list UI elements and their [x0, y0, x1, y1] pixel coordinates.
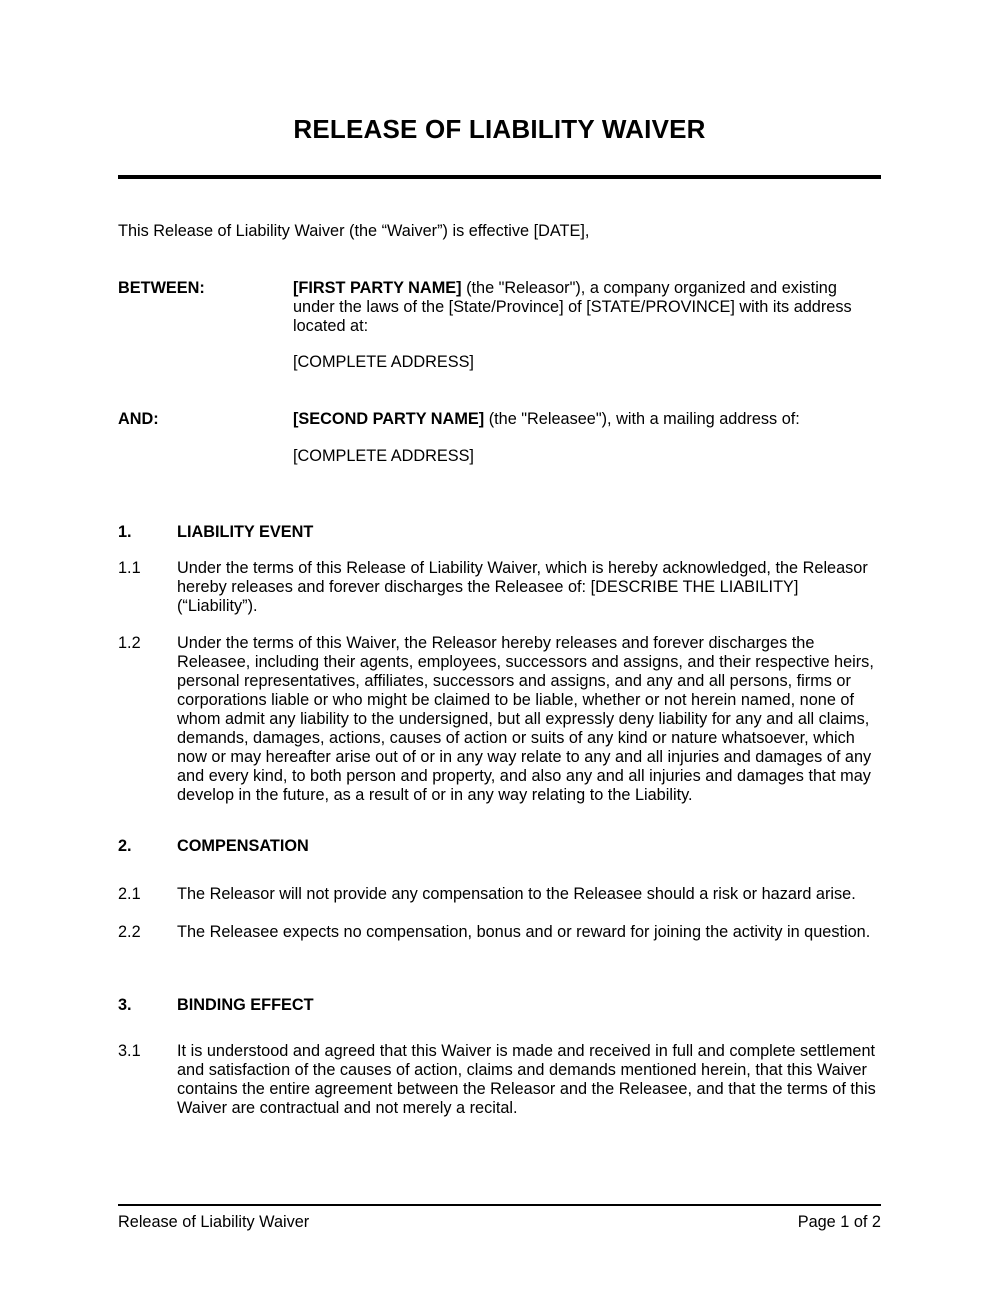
clause-1-1 — [118, 559, 881, 616]
between-description-text: (the "Releasor"), a company organized and existing under the laws of the [State/Province] of [STATE/PROVINCE] with its address located at: — [293, 279, 852, 335]
footer-page-number: Page 1 of 2 — [797, 1213, 881, 1231]
party-and-row — [118, 410, 881, 429]
clause-2-2-number: 2.2 — [118, 923, 141, 941]
clause-1-1-text: Under the terms of this Release of Liability Waiver, which is hereby acknowledged, the Releasor hereby releases and forever discharges the Releasee of: [DESCRIBE THE LIABILITY] (“Liability”). — [177, 559, 868, 615]
section-3-number: 3. — [118, 996, 132, 1014]
second-party-address-placeholder: [COMPLETE ADDRESS] — [293, 447, 474, 465]
section-2-number: 2. — [118, 837, 132, 855]
clause-1-2-text: Under the terms of this Waiver, the Releasor hereby releases and forever discharges the Releasee, including their agents, employees, successors and assigns, and their respective heirs, personal representatives, affiliates, successors and assigns, and any and all persons, firms or corporations liable or who might be claimed to be liable, whether or not herein named, none of whom admit any liability to the undersigned, but all expressly deny liability for any and all claims, demands, damages, actions, causes of action or suits of any kind or nature whatsoever, which now or may hereafter arise out of or in any way relate to any and all injuries and damages of any and every kind, to both person and property, and also any and all injuries and damages that may develop in the future, as a result of or in any way relating to the Liability. — [177, 634, 874, 804]
between-label: BETWEEN: — [118, 279, 205, 297]
footer-document-title: Release of Liability Waiver — [118, 1213, 310, 1231]
clause-2-1 — [118, 885, 881, 904]
clause-3-1-number: 3.1 — [118, 1042, 141, 1060]
section-1-heading — [118, 523, 881, 542]
section-2-title: COMPENSATION — [177, 837, 309, 855]
first-party-address-placeholder: [COMPLETE ADDRESS] — [293, 353, 474, 371]
and-label: AND: — [118, 410, 159, 428]
clause-2-2 — [118, 923, 881, 942]
section-1-title: LIABILITY EVENT — [177, 523, 314, 541]
section-3-heading — [118, 996, 881, 1015]
clause-2-2-text: The Releasee expects no compensation, bonus and or reward for joining the activity in question. — [177, 923, 871, 941]
title-divider-rule — [118, 175, 881, 179]
clause-1-2-number: 1.2 — [118, 634, 141, 652]
first-party-name-placeholder: [FIRST PARTY NAME] — [293, 279, 462, 297]
second-party-name-placeholder: [SECOND PARTY NAME] — [293, 410, 485, 428]
section-1-number: 1. — [118, 523, 132, 541]
clause-2-1-text: The Releasor will not provide any compensation to the Releasee should a risk or hazard arise. — [177, 885, 856, 903]
clause-1-2 — [118, 634, 881, 805]
section-3-title: BINDING EFFECT — [177, 996, 314, 1014]
intro-paragraph: This Release of Liability Waiver (the “Waiver”) is effective [DATE], — [118, 222, 590, 240]
clause-2-1-number: 2.1 — [118, 885, 141, 903]
and-description-text: (the "Releasee"), with a mailing address of: — [484, 410, 800, 428]
between-description — [293, 279, 881, 336]
document-title: RELEASE OF LIABILITY WAIVER — [293, 114, 706, 144]
and-description — [293, 410, 881, 429]
party-between-row — [118, 279, 881, 336]
clause-3-1 — [118, 1042, 881, 1118]
clause-3-1-text: It is understood and agreed that this Waiver is made and received in full and complete settlement and satisfaction of the causes of action, claims and demands mentioned herein, that this Waiver contains the entire agreement between the Releasor and the Releasee, and that the terms of this Waiver are contractual and not merely a recital. — [177, 1042, 876, 1117]
section-2-heading — [118, 837, 881, 856]
clause-1-1-number: 1.1 — [118, 559, 141, 577]
page-footer — [118, 1204, 881, 1232]
